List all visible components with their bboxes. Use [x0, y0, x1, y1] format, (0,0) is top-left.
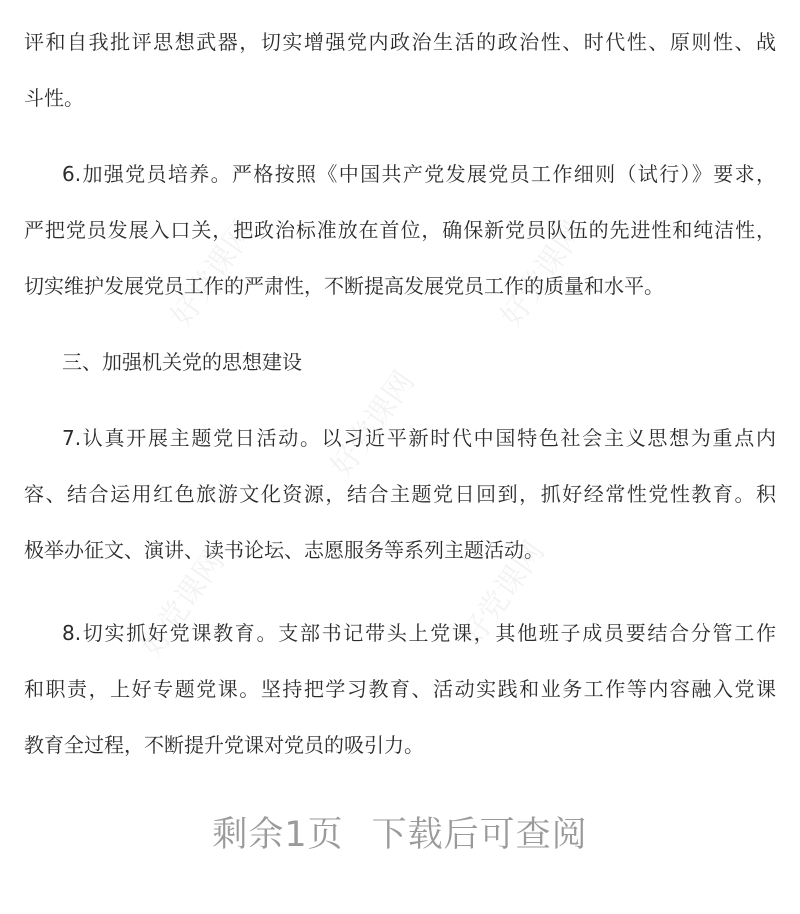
text-line: 评和自我批评思想武器，切实增强党内政治生活的政治性、时代性、原则性、战: [24, 30, 776, 54]
text-line: 教育全过程，不断提升党课对党员的吸引力。: [24, 733, 424, 757]
text-line: 7.认真开展主题党日活动。以习近平新时代中国特色社会主义思想为重点内: [62, 426, 776, 450]
section-heading: [24, 334, 776, 390]
text-line: 三、加强机关党的思想建设: [62, 350, 302, 374]
text-line: 切实维护发展党员工作的严肃性，不断提高发展党员工作的质量和水平。: [24, 274, 664, 298]
remaining-pages-label: 剩余1页: [212, 815, 344, 855]
text-line: 容、结合运用红色旅游文化资源，结合主题党日回到，抓好经常性党性教育。积: [24, 482, 776, 506]
text-line: 和职责，上好专题党课。坚持把学习教育、活动实践和业务工作等内容融入党课: [24, 677, 776, 701]
paragraph: [24, 605, 776, 773]
paragraph: [24, 14, 776, 126]
paragraph: [24, 410, 776, 578]
text-line: 8.切实抓好党课教育。支部书记带头上党课，其他班子成员要结合分管工作: [62, 621, 776, 645]
download-hint-label[interactable]: 下载后可查阅: [371, 815, 588, 855]
watermark: 好党课网: [134, 544, 232, 664]
text-line: 斗性。: [24, 86, 84, 110]
text-line: 6.加强党员培养。严格按照《中国共产党发展党员工作细则（试行）》要求，: [62, 162, 776, 186]
watermark: 好党课网: [164, 214, 262, 334]
text-line: 严把党员发展入口关，把政治标准放在首位，确保新党员队伍的先进性和纯洁性，: [24, 218, 776, 242]
text-line: 极举办征文、演讲、读书论坛、志愿服务等系列主题活动。: [24, 538, 544, 562]
paragraph: [24, 146, 776, 314]
watermark: 好党课网: [494, 214, 592, 334]
watermark: 好党课网: [324, 364, 422, 484]
watermark: 好党课网: [454, 534, 552, 654]
download-prompt[interactable]: [0, 808, 800, 862]
document-body: [24, 14, 776, 773]
